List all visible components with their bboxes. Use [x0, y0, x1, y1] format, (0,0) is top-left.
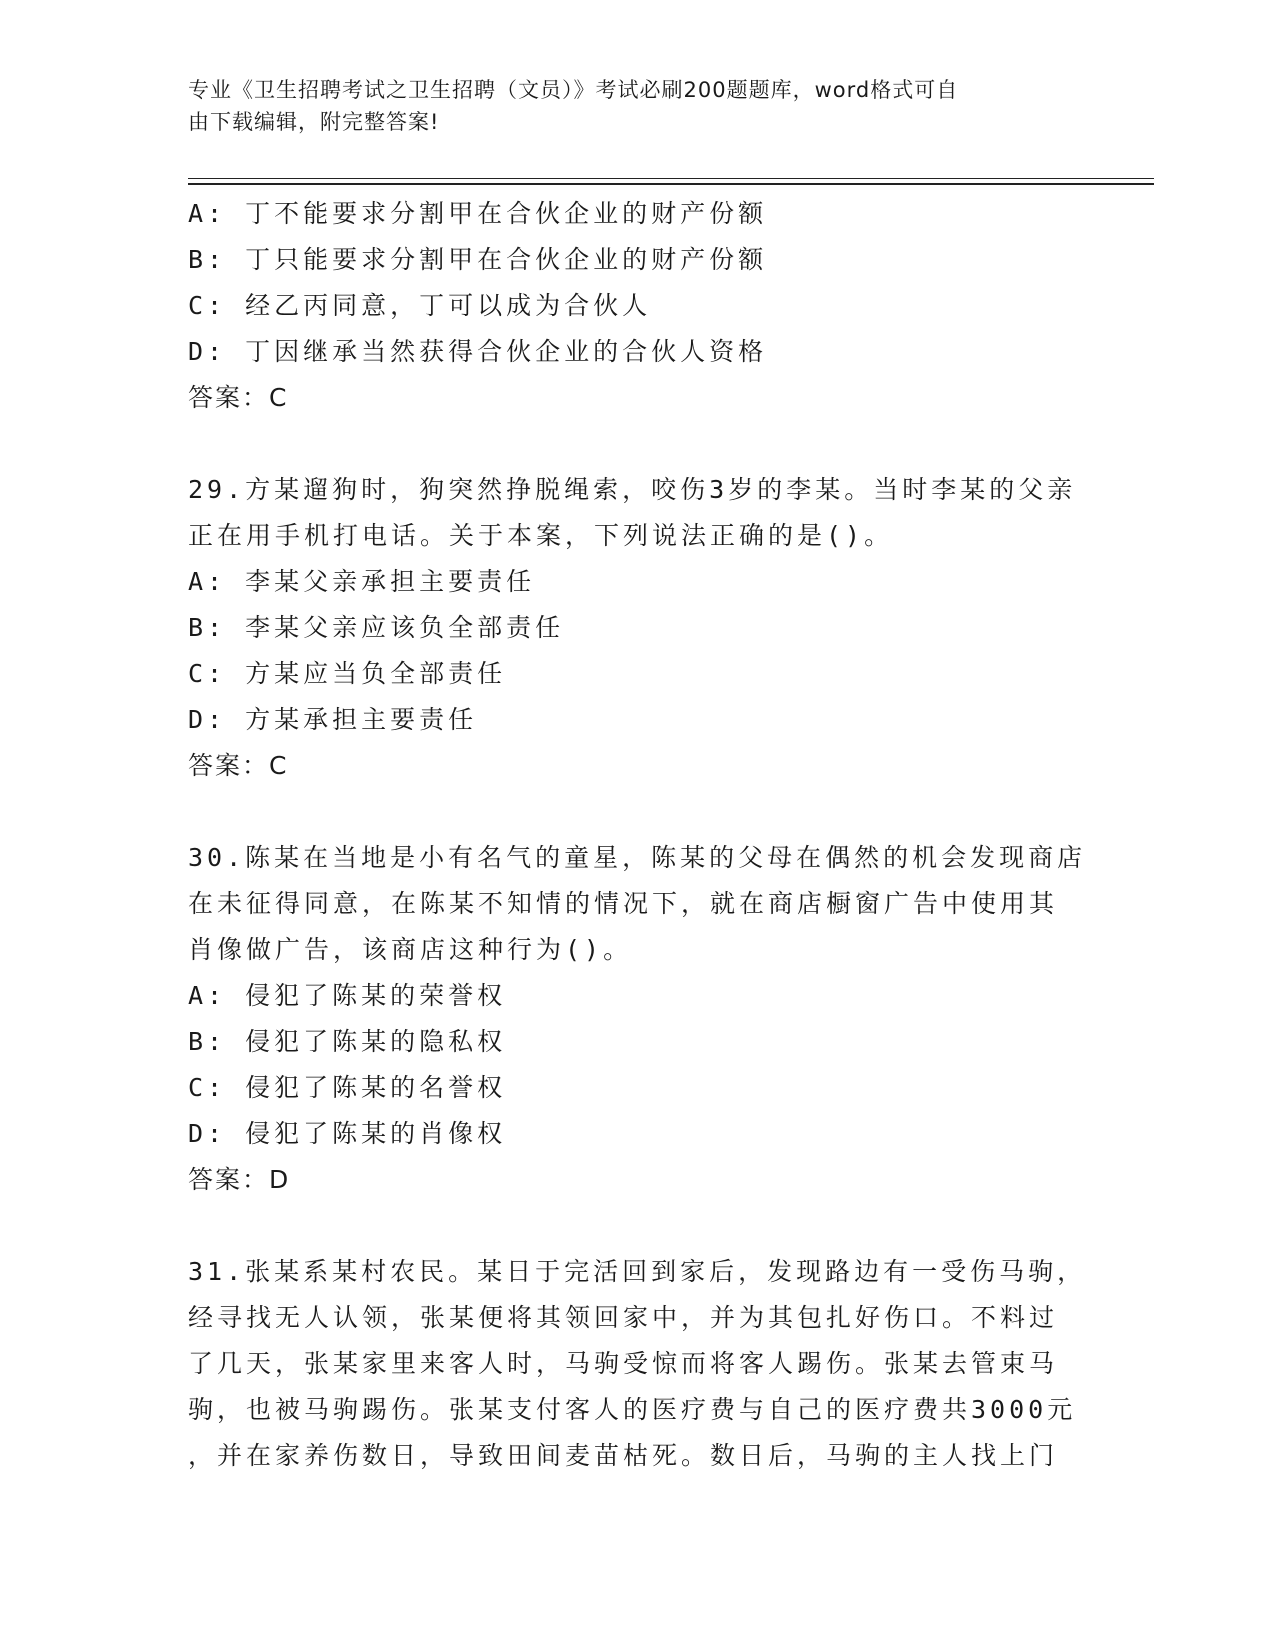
header-line-1: 专业《卫生招聘考试之卫生招聘（文员）》考试必刷200题题库，word格式可自	[188, 78, 959, 102]
question-stem-line: 驹，也被马驹踢伤。张某支付客人的医疗费与自己的医疗费共3000元	[188, 1395, 1077, 1424]
option-c: C: 经乙丙同意，丁可以成为合伙人	[188, 291, 652, 320]
document-header	[188, 74, 1068, 138]
answer: 答案：D	[188, 1165, 291, 1194]
question-stem-line: ，并在家养伤数日，导致田间麦苗枯死。数日后，马驹的主人找上门	[188, 1441, 1059, 1470]
question-stem-line: 在未征得同意，在陈某不知情的情况下，就在商店橱窗广告中使用其	[188, 889, 1059, 918]
header-rule-thin	[188, 178, 1154, 179]
spacer	[188, 789, 1088, 835]
option-a: A: 李某父亲承担主要责任	[188, 567, 536, 596]
option-b: B: 丁只能要求分割甲在合伙企业的财产份额	[188, 245, 768, 274]
question-29-block	[188, 467, 1088, 789]
option-d: D: 侵犯了陈某的肖像权	[188, 1119, 507, 1148]
answer: 答案：C	[188, 751, 289, 780]
question-content	[188, 191, 1088, 1479]
option-d: D: 丁因继承当然获得合伙企业的合伙人资格	[188, 337, 768, 366]
question-stem-line: 肖像做广告，该商店这种行为()。	[188, 935, 633, 964]
option-c: C: 方某应当负全部责任	[188, 659, 507, 688]
option-a: A: 侵犯了陈某的荣誉权	[188, 981, 507, 1010]
header-line-2: 由下载编辑，附完整答案!	[188, 110, 440, 134]
option-b: B: 侵犯了陈某的隐私权	[188, 1027, 507, 1056]
option-c: C: 侵犯了陈某的名誉权	[188, 1073, 507, 1102]
option-a: A: 丁不能要求分割甲在合伙企业的财产份额	[188, 199, 768, 228]
header-rule-thick	[188, 183, 1154, 185]
question-28-block	[188, 191, 1088, 421]
question-stem-line: 了几天，张某家里来客人时，马驹受惊而将客人踢伤。张某去管束马	[188, 1349, 1059, 1378]
option-d: D: 方某承担主要责任	[188, 705, 478, 734]
question-stem-line: 30.陈某在当地是小有名气的童星，陈某的父母在偶然的机会发现商店	[188, 843, 1087, 872]
question-stem-line: 31.张某系某村农民。某日于完活回到家后，发现路边有一受伤马驹，	[188, 1257, 1087, 1286]
question-stem-line: 经寻找无人认领，张某便将其领回家中，并为其包扎好伤口。不料过	[188, 1303, 1059, 1332]
question-31-block	[188, 1249, 1088, 1479]
question-stem-line: 正在用手机打电话。关于本案，下列说法正确的是()。	[188, 521, 894, 550]
spacer	[188, 1203, 1088, 1249]
option-b: B: 李某父亲应该负全部责任	[188, 613, 565, 642]
question-stem-line: 29.方某遛狗时，狗突然挣脱绳索，咬伤3岁的李某。当时李某的父亲	[188, 475, 1077, 504]
spacer	[188, 421, 1088, 467]
question-30-block	[188, 835, 1088, 1203]
answer: 答案：C	[188, 383, 289, 412]
